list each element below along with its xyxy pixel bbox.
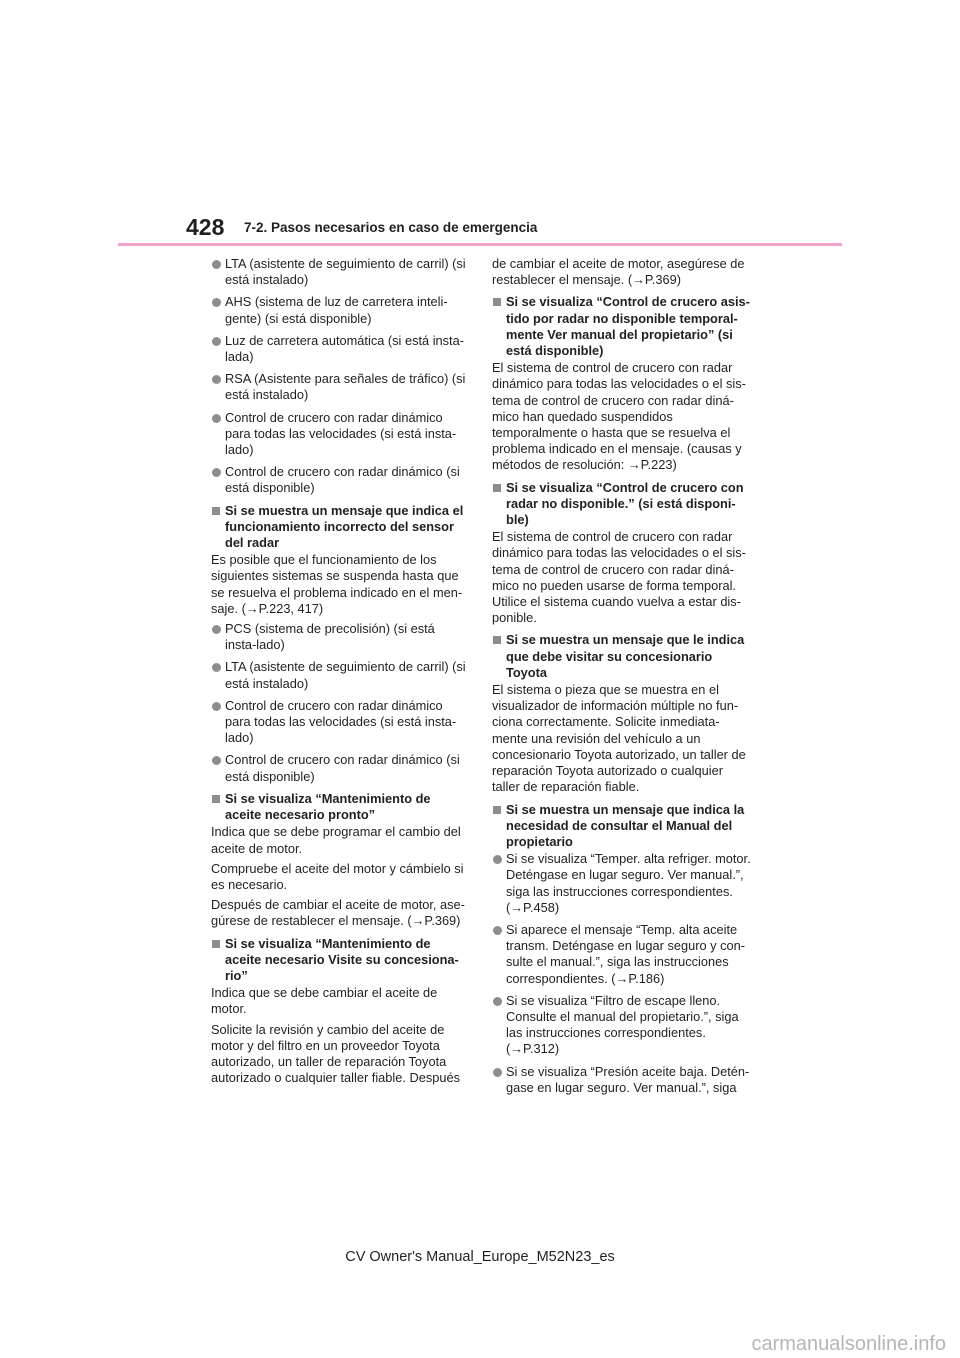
bullet-item: Si aparece el mensaje “Temp. alta aceite transm. Deténgase en lugar seguro y con-sulte el manual.”, siga las instrucciones correspondientes. (→P.186)	[492, 922, 754, 987]
bullet-item: Control de crucero con radar dinámico (si está disponible)	[211, 752, 467, 784]
section-heading: Si se visualiza “Control de crucero con radar no disponible.” (si está disponi-ble)	[492, 480, 754, 529]
body-paragraph: de cambiar el aceite de motor, asegúrese de restablecer el mensaje. (→P.369)	[492, 256, 745, 288]
bullet-item: Si se visualiza “Filtro de escape lleno. Consulte el manual del propietario.”, siga las instrucciones correspondientes. (→P.312)	[492, 993, 754, 1058]
footer-manual-name: CV Owner's Manual_Europe_M52N23_es	[345, 1249, 615, 1265]
body-paragraph: Después de cambiar el aceite de motor, ase-gúrese de restablecer el mensaje. (→P.369)	[211, 897, 465, 929]
body-paragraph: Indica que se debe programar el cambio del aceite de motor.	[211, 824, 461, 856]
bullet-item: Luz de carretera automática (si está insta-lada)	[211, 333, 467, 365]
bullet-item: AHS (sistema de luz de carretera inteli-gente) (si está disponible)	[211, 294, 467, 326]
body-paragraph: El sistema de control de crucero con radar dinámico para todas las velocidades o el sis-tema de control de crucero con radar diná-mico no pueden usarse de forma temporal. Utilice el sistema cuando vuelva a estar dis-ponible.	[492, 529, 746, 626]
bullet-item: LTA (asistente de seguimiento de carril) (si está instalado)	[211, 256, 467, 288]
body-paragraph: El sistema de control de crucero con radar dinámico para todas las velocidades o el sis-tema de control de crucero con radar diná-mico han quedado suspendidos temporalmente o hasta que se resuelva el problema indicado en el mensaje. (causas y métodos de resolución: →P.223)	[492, 360, 746, 473]
section-heading: Si se muestra un mensaje que le indica que debe visitar su concesionario Toyota	[492, 632, 754, 681]
section-heading: Si se muestra un mensaje que indica la necesidad de consultar el Manual del propietario	[492, 802, 754, 851]
bullet-item: Control de crucero con radar dinámico para todas las velocidades (si está insta-lado)	[211, 698, 467, 747]
body-paragraph: Compruebe el aceite del motor y cámbielo si es necesario.	[211, 860, 464, 892]
page-number: 428	[186, 214, 225, 240]
bullet-item: PCS (sistema de precolisión) (si está insta-lado)	[211, 621, 467, 653]
section-heading: Si se muestra un mensaje que indica el funcionamiento incorrecto del sensor del radar	[211, 503, 467, 552]
header-divider	[118, 243, 842, 246]
body-paragraph: El sistema o pieza que se muestra en el visualizador de información múltiple no fun-ciona correctamente. Solicite inmediata-mente una revisión del vehículo a un concesionario Toyota autorizado, un taller de reparación Toyota autorizado o cualquier taller de reparación fiable.	[492, 682, 746, 795]
watermark: carmanualsonline.info	[751, 1333, 946, 1355]
bullet-item: Control de crucero con radar dinámico para todas las velocidades (si está insta-lado)	[211, 410, 467, 459]
body-paragraph: Indica que se debe cambiar el aceite de motor.	[211, 985, 438, 1017]
body-paragraph: Solicite la revisión y cambio del aceite de motor y del filtro en un proveedor Toyota autorizado, un taller de reparación Toyota autorizado o cualquier taller fiable. Después	[211, 1021, 460, 1086]
bullet-item: LTA (asistente de seguimiento de carril) (si está instalado)	[211, 659, 467, 691]
body-paragraph: Es posible que el funcionamiento de los siguientes sistemas se suspenda hasta que se resuelva el problema indicado en el men-saje. (→P.223, 417)	[211, 552, 463, 616]
section-heading: Si se visualiza “Mantenimiento de aceite necesario Visite su concesiona-rio”	[211, 936, 467, 985]
bullet-item: Control de crucero con radar dinámico (si está disponible)	[211, 464, 467, 496]
section-heading: Si se visualiza “Mantenimiento de aceite necesario pronto”	[211, 791, 467, 823]
bullet-item: Si se visualiza “Presión aceite baja. Detén-gase en lugar seguro. Ver manual.”, siga	[492, 1064, 754, 1096]
section-title: 7-2. Pasos necesarios en caso de emergencia	[244, 220, 538, 235]
left-column	[211, 256, 467, 1090]
bullet-item: RSA (Asistente para señales de tráfico) (si está instalado)	[211, 371, 467, 403]
bullet-item: Si se visualiza “Temper. alta refriger. motor. Deténgase en lugar seguro. Ver manual.”, siga las instrucciones correspondientes. (→P.458)	[492, 851, 754, 916]
section-heading: Si se visualiza “Control de crucero asis-tido por radar no disponible temporal-mente Ver manual del propietario” (si está disponible)	[492, 294, 754, 359]
right-column	[492, 256, 754, 1102]
